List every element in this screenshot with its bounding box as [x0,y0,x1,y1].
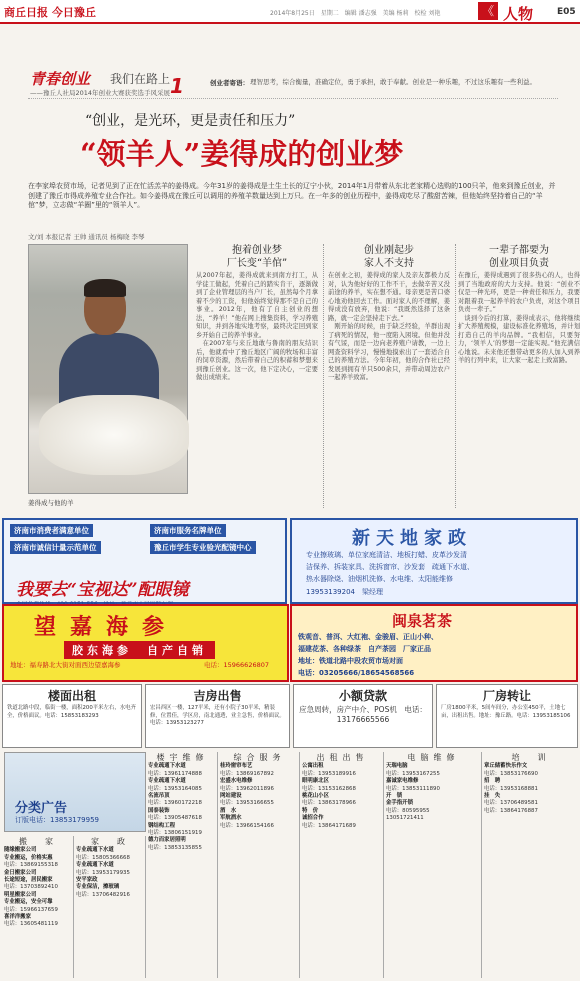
classified-entry: 电话：13703892410 [4,884,58,891]
classified-entry: 电话：13953167255 [386,770,440,777]
section-arrow-icon: 《 [478,2,498,20]
classified-entry: 电话：13853135855 [148,844,202,851]
classified-entry: 名流吊顶 [148,793,170,800]
column-1-text: 从2007年起，姜得成就来到南方打工，从学徒工做起，凭着自己的踏实肯干，逐渐做到了企业管理层的当户厂长，虽然每个月拿着不少的工资，但他始终觉得那不是自己的事业。2012年，他有了自主创业的想法，“养羊！”他在网上搜集资料，学习养殖知识，并到各地实地考察，最终决定回到家乡开始自己的养羊事业。 在2007年与来丘地敢与鲁南的朋友结识后，他就看中了豫丘地区广阔的牧场和丰富的饲草资源，然后带着自己的积蓄和梦想来到豫丘创业。这一次，他下定决心，一定要做出成绩来。 [196,272,318,381]
divider [455,244,456,508]
series-slogan: 我们在路上 [110,72,171,86]
classified-entry: 金日搬家公司 [4,869,37,876]
series-subtitle: ——豫丘人社局2014年创业大赛获奖选手风采展 [30,89,171,97]
classified-entry: 明星搬家公司 [4,891,37,898]
classified-entry: 公寓出租 [302,763,324,770]
classified-entry: 电话：13853176690 [484,770,538,777]
classified-category: 综合服务 [233,753,286,762]
classified-entry: 特 价 [302,807,319,814]
classified-entry: 钢结构工程 [148,822,175,829]
classified-entry: 天瑞电脑 [386,763,408,770]
classified-entry: 电话：13853111890 [386,785,440,792]
classified-entry: 挂 失 [484,793,501,800]
editor-note-text: 理智思考，综合衡量，准确定位，勇于承担，敢于奉献。创业是一种乐趣，不过这乐趣有一些利益。 [250,78,536,86]
ad-glasses-slogan: 我要去“宝视达”配眼镜 [16,580,189,600]
ad-factory-text: 厂房1800平米，5间车间分，办公室450平，土地七亩，出租出售。地址：豫丘路。电话：13953185106 [441,705,571,719]
issue-meta: 2014年8月25日 星期二 编辑 潘志强 美编 杨莉 校检 刘艳 [270,10,441,17]
column-3-head: 一辈子都要为 创业项目负责 [489,245,549,269]
ad-housekeeping-title: 新天地家政 [352,528,472,549]
classified-entry: 专业疏通下水道 [76,847,114,854]
classified-entry: 电话：13153162868 [302,785,356,792]
ad-line: 电话：03205666/18654568566 [298,669,415,677]
classified-entry: 嘉诚家电维修 [386,778,419,785]
classified-entry: 电话：13953164085 [148,785,202,792]
page-header [0,0,580,24]
ad-sea-cucumber-title: 望嘉海参 [34,614,179,640]
classified-entry: 安平家政 [76,877,98,884]
classified-entry: 电话：13869167892 [220,770,274,777]
classified-entry: 电话：13706482916 [76,891,130,898]
classified-entry: 电话：13953166655 [220,800,274,807]
classified-entry: 随缘搬家公司 [4,847,37,854]
classified-entry: 专业疏通下水道 [148,763,186,770]
column-3-text: 在豫丘，姜得成遇到了很多热心的人，也得到了当地政府的大力支持。他说：“创业不仅是一种光环，更是一种责任和压力，我要对跟着我一起养羊的农户负责，对这个项目负责一辈子。” 谈到今后的打算，姜得成表示，他将继续扩大养殖规模，建设标准化养殖场，并计划打造自己的羊肉品牌。“我相信，只要努力，‘领羊人’的梦想一定能实现。”他充满信心地说。未来他还想带动更多的人加入到养羊的行列中来，让大家一起走上致富路。 [458,272,580,364]
ad-rent-text: 铁道北路中段，临街一楼，面积200平米左右，水电齐全，价格面议。电话：15853183293 [7,705,136,719]
classified-entry: 电话：80595955 [386,807,430,814]
classified-entry: 网站建设 [220,793,242,800]
classified-entry: 诚招合作 [302,815,324,822]
photo-caption: 姜得成与他的羊 [28,499,74,507]
classified-entry: 电话：13905487618 [148,815,202,822]
classified-entry: 军航酒水 [220,815,242,822]
ad-glasses[interactable] [2,518,287,604]
classified-entry: 电话：13953168881 [484,785,538,792]
classified-category: 电脑维修 [407,753,460,762]
classified-entry: 专业保洁，擦玻璃 [76,884,120,891]
classified-entry: 电话：13961174888 [148,770,202,777]
classified-column [484,752,578,978]
classified-entry: 国泰装饰 [148,807,170,814]
classified-entry: 宏盛水电维修 [220,778,253,785]
classified-entry: 金手指开锁 [386,800,413,807]
classified-entry: 电话：13966154166 [220,822,274,829]
classified-entry: 电话：13605481119 [4,921,58,928]
ad-factory-title: 厂房转让 [482,689,531,703]
ad-rent-title: 楼面出租 [47,689,96,703]
classified-column [220,752,300,978]
classified-entry: 电话：13960172218 [148,800,202,807]
classified-column [302,752,384,978]
classified-entry: 眼明康北区 [302,778,329,785]
classifieds-header [4,752,146,832]
classified-category: 搬 家 [19,837,58,846]
article-photo [28,244,188,494]
ad-line: 13953139204 梁经理 [306,588,383,596]
classified-category: 出租出售 [316,753,369,762]
ad-sea-cucumber-slogan: 胶东海参 自产自销 [64,641,215,659]
newspaper-logo: 商丘日报 今日豫丘 [4,6,96,19]
ad-line: 热水器除烧、油烟机洗修、水电维、太阳能维修 [306,575,453,583]
classified-entry: 专业疏通下水道 [148,778,186,785]
article-kicker: “创业，是光环，更是责任和压力” [85,113,296,129]
article-lead: 在李家埠农贸市场，记者见到了正在忙活羔羊的姜得成。今年31岁的姜得成是土生土长的辽宁小伙，2014年1月带着从东北老家精心选购的100只羊，他来到豫丘创业，并创建了豫丘市得成养殖专业合作社。如今姜得成在豫丘可以调用的养殖羊数量达到上万只。在一年多的创业历程中，姜得成吃尽了酸甜苦辣，但他始终坚持着自己的“羊倌”梦，立志做“羊圈”里的“领羊人”。 [28,182,556,210]
ad-line: 洁保养、拆装家具、洗拆窗帘、沙发套 疏通下水道、 [306,563,474,571]
classified-category: 培 训 [511,753,551,762]
ad-loan-text: 应急周转，房产中介、POS机 电话：13176665566 [299,705,427,724]
classified-entry: 专业疏通下水道 [76,862,114,869]
ad-tea-title: 闽泉茗茶 [392,612,453,630]
column-2-text: 在创业之初，姜得成的家人及亲友都极力反对，认为他好好的工作不干，去做辛苦又没前途的养羊，实在想不通。母亲更是苦口婆心地劝他回去工作。面对家人的不理解，姜得成没有放弃，他说：“我既然选择了这条路，就一定会坚持走下去。” 刚开始的时候，由于缺乏经验，羊群出现了病死的情况，他一度陷入困境。但他并没有气馁，而是一边向老养殖户请教，一边上网查资料学习，慢慢地摸索出了一套适合自己的养殖方法。今年年初，他的合作社已经发展到拥有羊只500余只，并带动周边农户一起养羊致富。 [328,272,450,381]
ad-badge: 济南市服务名牌单位 [150,524,226,537]
ad-badge: 豫丘市学生专业验光配镜中心 [150,541,256,554]
ad-badge: 济南市消费者满意单位 [10,524,93,537]
classified-entry: 电话：13863178966 [302,800,356,807]
article-headline: “领羊人”姜得成的创业梦 [80,137,404,171]
classified-entry: 13051721411 [386,815,424,822]
classifieds-title: 分类广告 [15,801,68,816]
editor-note-label: 创业者寄语： [210,79,249,87]
ad-house-sale-title: 吉房出售 [193,689,242,703]
classified-entry: 电话：13864171689 [302,822,356,829]
classified-entry: 专业搬运，价格实惠 [4,854,53,861]
series-number: 1 [170,74,184,98]
ad-line: 地址：铁道北路中段农贸市场对面 [298,657,403,665]
ad-sea-cucumber-address: 地址：福寿路北大街对面西边望嘉海参 [10,661,121,669]
classified-category: 家 政 [91,837,130,846]
divider [28,98,558,99]
classified-entry: 章丘储蓄快乐作文 [484,763,528,770]
ad-sea-cucumber[interactable] [2,604,289,682]
classified-entry: 电话：15805366668 [76,854,130,861]
classified-column [386,752,482,978]
classified-column [76,836,146,978]
ad-house-sale-text: 宏昌西区一楼，127平米，还有小院子30平米，精装修，位置佳，学区房，南北通透，业主急售，价格面议。电话：13953123277 [150,705,285,726]
classified-entry: 电话：13962011896 [220,785,274,792]
classified-entry: 电话：15966137659 [4,906,58,913]
classified-entry: 桂玲窗帘布艺 [220,763,253,770]
classified-category: 楼宇维修 [156,753,209,762]
ad-line: 铁观音、普洱、大红袍、金骏眉、正山小种、 [298,633,438,641]
ad-loan[interactable] [293,684,433,748]
classified-entry: 专业搬运，安全可靠 [4,899,53,906]
ad-factory[interactable] [436,684,578,748]
classified-entry: 德力而家居照明 [148,837,186,844]
column-1-head: 抱着创业梦 厂长变“羊倌” [226,245,288,269]
ad-line: 福建花茶、各种绿茶 自产茶园 厂家正品 [298,645,431,653]
article-byline: 文/刘 本报记者 王帅 通讯员 杨梅晓 李琴 [28,233,145,241]
classified-entry: 桃花山小区 [302,793,329,800]
ad-line: 专业擦玻璃、单位家庭清洁、地板打蜡、皮革沙发清 [306,551,467,559]
classified-entry: 开 锁 [386,793,403,800]
classified-entry: 长途短途，居民搬家 [4,877,53,884]
column-2-head: 创业刚起步 家人不支持 [364,245,414,269]
ad-sea-cucumber-phone: 电话：15966626807 [204,661,269,669]
ad-rent[interactable] [2,684,142,748]
section-title: 人物 [503,5,534,23]
classified-entry: 电话：13806151919 [148,830,202,837]
classified-entry: 电话：13953179935 [76,869,130,876]
ad-loan-title: 小额贷款 [338,689,387,703]
divider [323,244,324,508]
classifieds-phone: 订版电话：13853179959 [15,816,99,824]
classified-column [148,752,218,978]
classified-column [4,836,74,978]
ad-badge: 济南市诚信计量示范单位 [10,541,101,554]
classified-entry: 电话：13864176887 [484,807,538,814]
page-number: E05 [557,7,576,17]
series-brand: 青春创业 [30,70,91,88]
classified-entry: 喜洋洋搬家 [4,914,31,921]
classified-entry: 酒 水 [220,807,237,814]
ad-housekeeping[interactable] [290,518,578,604]
classified-entry: 电话：13869155318 [4,862,58,869]
classified-entry: 电话：13706489581 [484,800,538,807]
classified-entry: 招 聘 [484,778,501,785]
ad-tea[interactable] [290,604,578,682]
ad-house-sale[interactable] [145,684,290,748]
classified-entry: 电话：13953189916 [302,770,356,777]
